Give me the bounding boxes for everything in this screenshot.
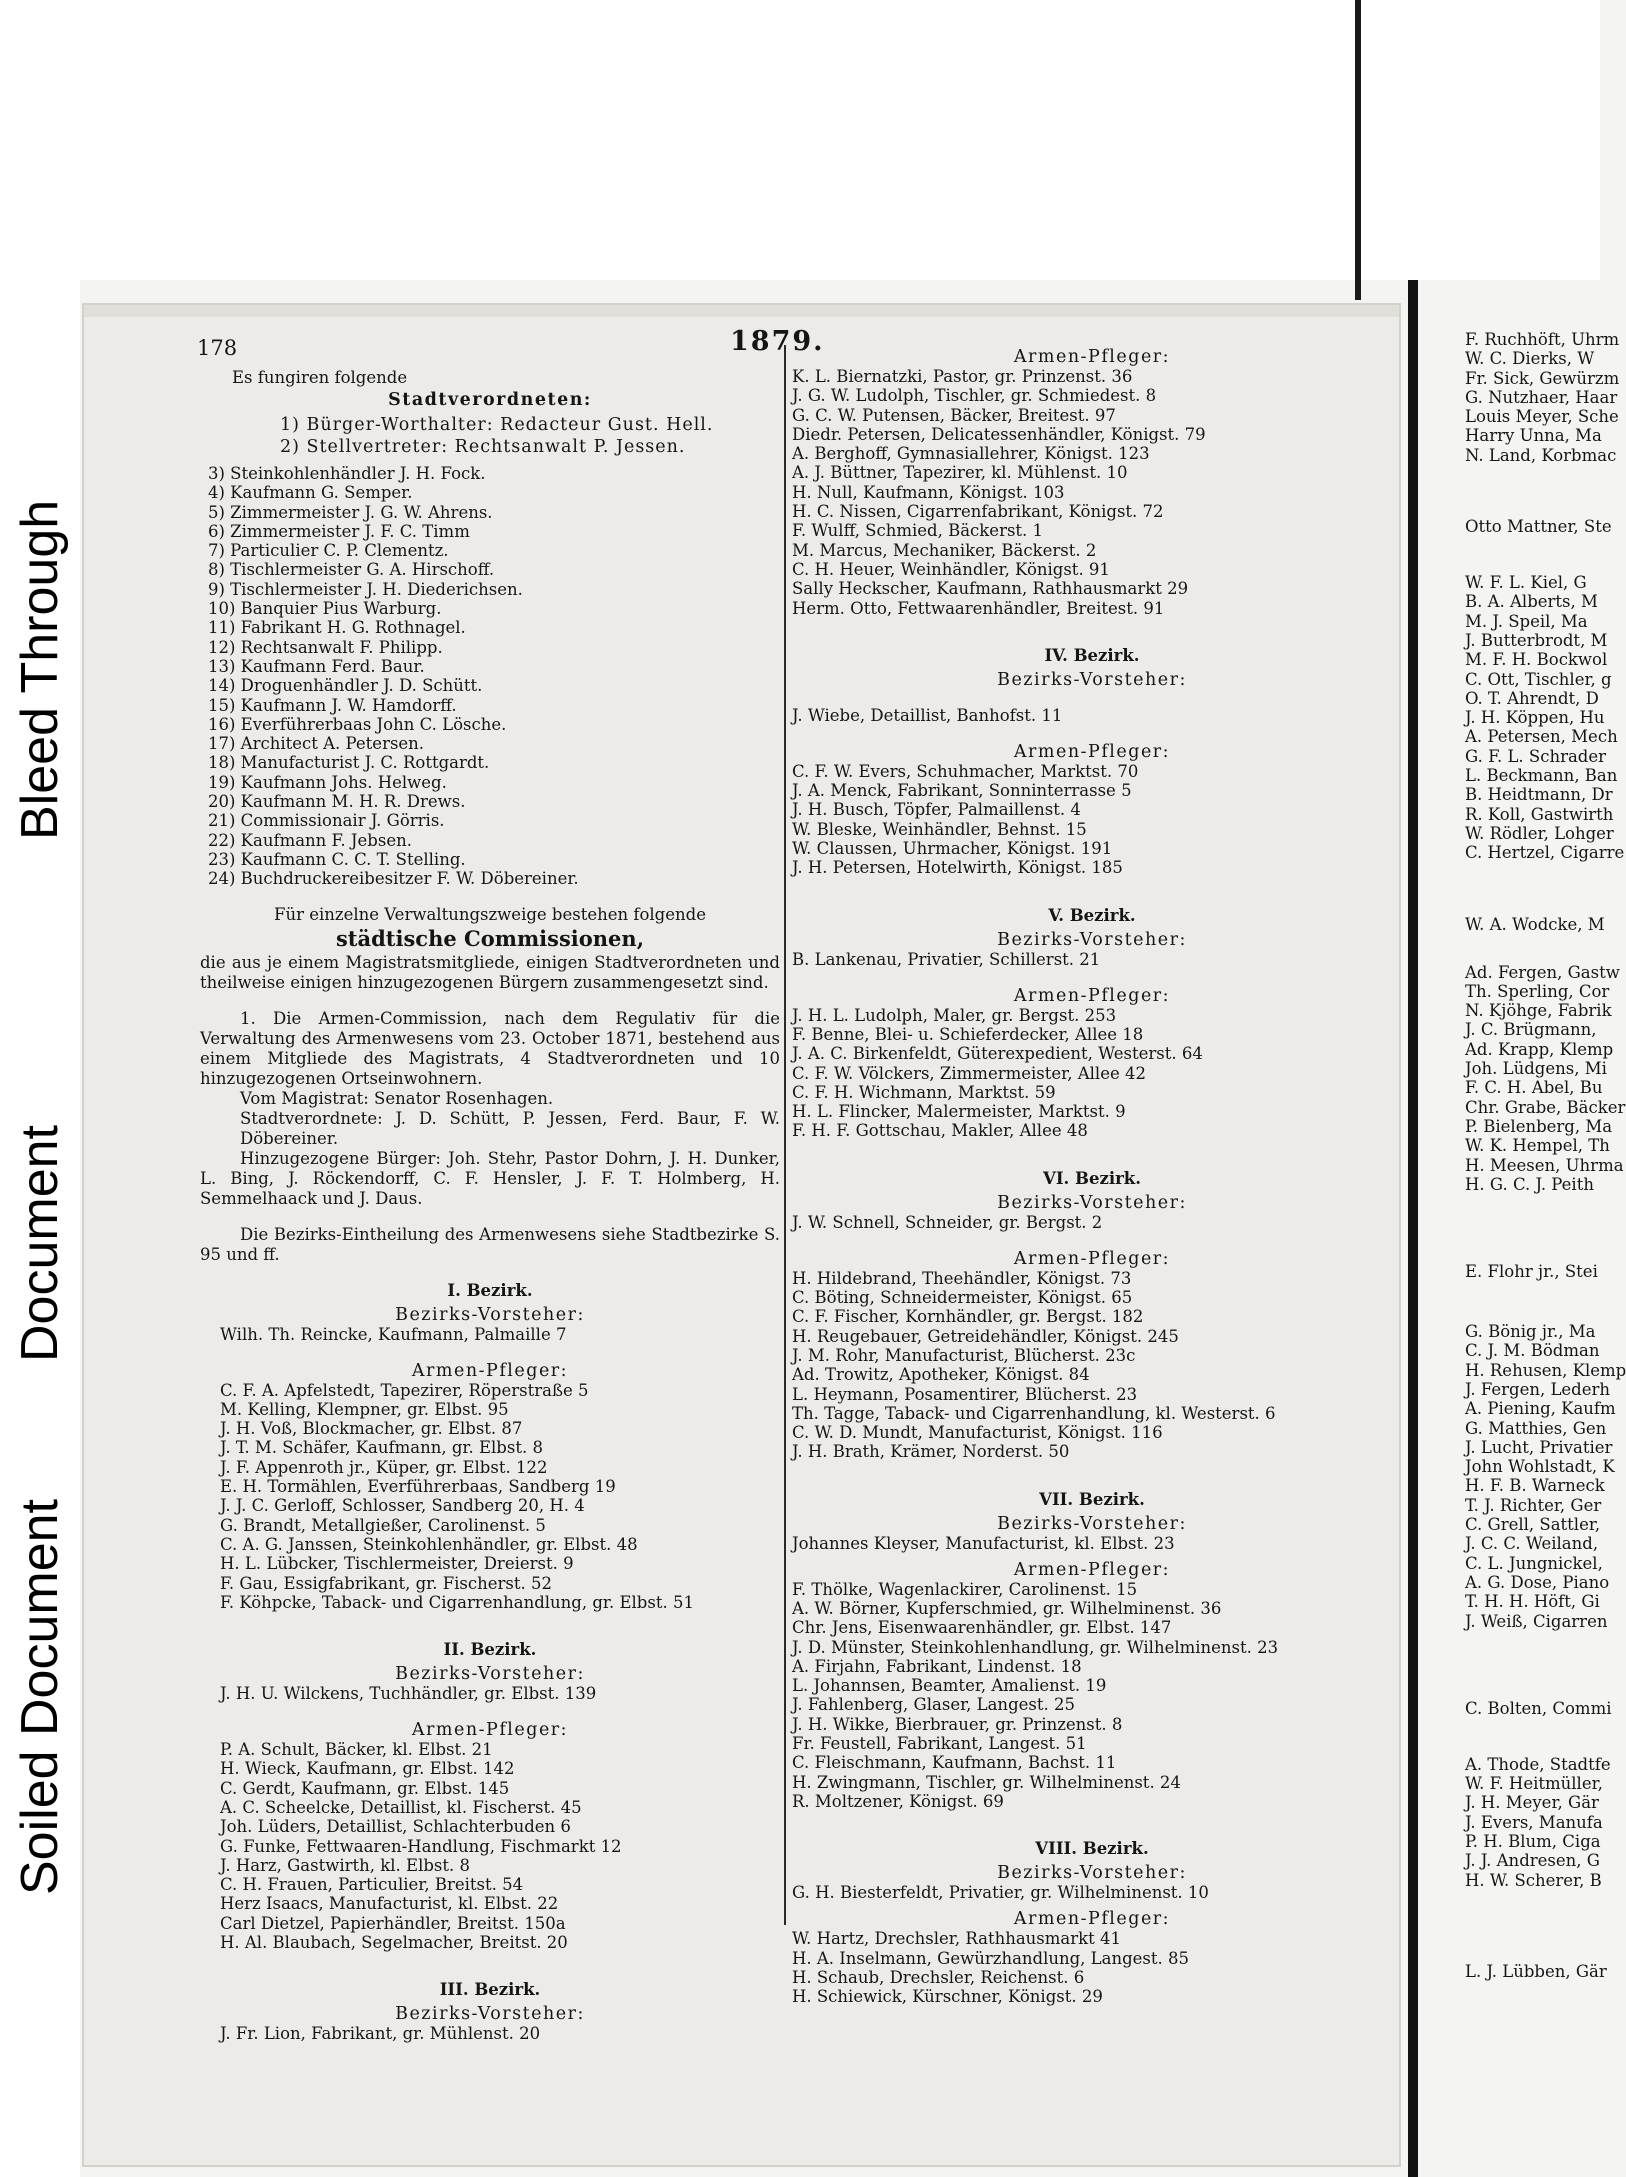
right-entry: Chr. Grabe, Bäcker bbox=[1465, 1097, 1626, 1117]
pfleger-entry: H. L. Lübcker, Tischlermeister, Dreierst. 9 bbox=[220, 1554, 574, 1574]
right-entry: J. C. Brügmann, bbox=[1465, 1020, 1597, 1040]
bezirk-5-vorsteher: B. Lankenau, Privatier, Schillerst. 21 bbox=[792, 949, 1101, 969]
pfleger-entry: A. Berghoff, Gymnasiallehrer, Königst. 123 bbox=[792, 444, 1150, 464]
scan-background-top bbox=[80, 0, 1600, 280]
member-entry: 9) Tischlermeister J. H. Diederichsen. bbox=[208, 579, 523, 599]
pfleger-entry: J. A. C. Birkenfeldt, Güterexpedient, Westerst. 64 bbox=[792, 1044, 1203, 1064]
stadtverordneten-heading: Stadtverordneten: bbox=[388, 390, 592, 410]
pfleger-entry: C. Gerdt, Kaufmann, gr. Elbst. 145 bbox=[220, 1778, 510, 1798]
right-entry: Th. Sperling, Cor bbox=[1465, 981, 1610, 1001]
right-entry: A. Thode, Stadtfe bbox=[1465, 1754, 1611, 1774]
page-gutter bbox=[1408, 280, 1418, 2177]
right-entry: H. G. C. J. Peith bbox=[1465, 1174, 1594, 1194]
right-entry: C. Bolten, Commi bbox=[1465, 1698, 1612, 1718]
right-entry: N. Land, Korbmac bbox=[1465, 445, 1617, 465]
right-entry: Otto Mattner, Ste bbox=[1465, 517, 1612, 537]
member-entry: 23) Kaufmann C. C. T. Stelling. bbox=[208, 849, 466, 869]
pfleger-entry: A. J. Büttner, Tapezirer, kl. Mühlenst. 10 bbox=[792, 463, 1128, 483]
right-entry: Harry Unna, Ma bbox=[1465, 426, 1602, 446]
bleed-through-label: Bleed Through bbox=[11, 499, 69, 840]
right-entry: G. Bönig jr., Ma bbox=[1465, 1322, 1596, 1342]
pfleger-entry: J. H. Petersen, Hotelwirth, Königst. 185 bbox=[792, 858, 1123, 878]
member-entry: 5) Zimmermeister J. G. W. Ahrens. bbox=[208, 502, 493, 522]
bezirk-2-vorsteher: J. H. U. Wilckens, Tuchhändler, gr. Elbst. 139 bbox=[220, 1684, 597, 1704]
bezirks-eintheilung-text: Die Bezirks-Eintheilung des Armenwesens siehe Stadtbezirke S. 95 und ff. bbox=[200, 1224, 780, 1264]
right-entry: O. T. Ahrendt, D bbox=[1465, 688, 1599, 708]
pfleger-entry: J. H. L. Ludolph, Maler, gr. Bergst. 253 bbox=[792, 1005, 1117, 1025]
right-entry: A. G. Dose, Piano bbox=[1465, 1572, 1610, 1592]
member-entry: 6) Zimmermeister J. F. C. Timm bbox=[208, 521, 470, 541]
right-entry: G. F. L. Schrader bbox=[1465, 746, 1607, 766]
pfleger-entry: M. Kelling, Klempner, gr. Elbst. 95 bbox=[220, 1399, 509, 1419]
bezirk-8-vorsteher-label: Bezirks-Vorsteher: bbox=[997, 1863, 1187, 1884]
left-column bbox=[200, 368, 780, 2044]
right-entry: R. Koll, Gastwirth bbox=[1465, 804, 1614, 824]
right-entry: C. L. Jungnickel, bbox=[1465, 1553, 1603, 1573]
verwaltung-text: Für einzelne Verwaltungszweige bestehen folgende bbox=[274, 904, 706, 924]
pfleger-entry: C. Böting, Schneidermeister, Königst. 65 bbox=[792, 1288, 1133, 1308]
bezirk-3-vorsteher: J. Fr. Lion, Fabrikant, gr. Mühlenst. 20 bbox=[220, 2024, 541, 2044]
right-entry: G. Matthies, Gen bbox=[1465, 1418, 1607, 1438]
pfleger-entry: C. Fleischmann, Kaufmann, Bachst. 11 bbox=[792, 1753, 1117, 1773]
pfleger-entry: C. F. H. Wichmann, Marktst. 59 bbox=[792, 1082, 1056, 1102]
pfleger-entry: H. Schiewick, Kürschner, Königst. 29 bbox=[792, 1987, 1103, 2007]
right-entry: C. Hertzel, Cigarre bbox=[1465, 843, 1625, 863]
member-entry: 13) Kaufmann Ferd. Baur. bbox=[208, 656, 425, 676]
officers-list bbox=[280, 414, 780, 458]
bezirk-4-vorsteher-label: Bezirks-Vorsteher: bbox=[997, 669, 1187, 690]
bezirk-3-title: III. Bezirk. bbox=[439, 1980, 541, 2000]
bezirk-1-pfleger-label: Armen-Pfleger: bbox=[411, 1360, 569, 1381]
right-entry: J. H. Köppen, Hu bbox=[1465, 708, 1605, 728]
right-entry: J. H. Meyer, Gär bbox=[1465, 1793, 1599, 1813]
pfleger-entry: Joh. Lüders, Detaillist, Schlachterbuden 6 bbox=[220, 1817, 571, 1837]
pfleger-entry: C. W. D. Mundt, Manufacturist, Königst. 116 bbox=[792, 1423, 1163, 1443]
member-entry: 8) Tischlermeister G. A. Hirschoff. bbox=[208, 560, 495, 580]
page-number: 178 bbox=[197, 336, 238, 360]
right-entry: J. Butterbrodt, M bbox=[1465, 630, 1608, 650]
right-group bbox=[1465, 1754, 1611, 1890]
bezirk-8-vorsteher: G. H. Biesterfeldt, Privatier, gr. Wilhelminenst. 10 bbox=[792, 1883, 1209, 1903]
document-label: Document bbox=[11, 1125, 69, 1362]
vom-magistrat: Vom Magistrat: Senator Rosenhagen. bbox=[240, 1088, 554, 1108]
right-entry: C. Ott, Tischler, g bbox=[1465, 669, 1612, 689]
pfleger-entry: J. D. Münster, Steinkohlenhandlung, gr. Wilhelminenst. 23 bbox=[792, 1637, 1279, 1657]
member-entry: 18) Manufacturist J. C. Rottgardt. bbox=[208, 753, 490, 773]
pfleger-entry: J. M. Rohr, Manufacturist, Blücherst. 23c bbox=[792, 1345, 1136, 1365]
pfleger-entry: W. Bleske, Weinhändler, Behnst. 15 bbox=[792, 819, 1087, 839]
right-entry: P. Bielenberg, Ma bbox=[1465, 1116, 1613, 1136]
pfleger-entry: Herm. Otto, Fettwaarenhändler, Breitest. 91 bbox=[792, 598, 1165, 618]
right-entry: M. F. H. Bockwol bbox=[1465, 650, 1608, 670]
bezirk-7-title: VII. Bezirk. bbox=[1039, 1489, 1145, 1509]
page-year: 1879. bbox=[730, 326, 825, 357]
pfleger-entry: A. W. Börner, Kupferschmied, gr. Wilhelminenst. 36 bbox=[792, 1598, 1222, 1618]
right-entry: J. Fergen, Lederh bbox=[1465, 1379, 1611, 1399]
bezirk-4-pfleger-list bbox=[792, 762, 1392, 878]
pfleger-entry: H. C. Nissen, Cigarrenfabrikant, Königst. 72 bbox=[792, 502, 1164, 522]
bezirk-3-pfleger-list bbox=[792, 367, 1392, 618]
right-entry: A. Piening, Kaufm bbox=[1465, 1399, 1616, 1419]
stadtverordnete-text: Stadtverordnete: J. D. Schütt, P. Jessen, Ferd. Baur, F. W. Döbereiner. bbox=[240, 1108, 780, 1148]
bezirk-5-title: V. Bezirk. bbox=[1048, 905, 1136, 925]
pfleger-entry: W. Claussen, Uhrmacher, Königst. 191 bbox=[792, 839, 1113, 859]
pfleger-entry: J. J. C. Gerloff, Schlosser, Sandberg 20, H. 4 bbox=[220, 1496, 585, 1516]
pfleger-entry: H. Schaub, Drechsler, Reichenst. 6 bbox=[792, 1967, 1085, 1987]
pfleger-entry: J. T. M. Schäfer, Kaufmann, gr. Elbst. 8 bbox=[220, 1438, 543, 1458]
right-entry: H. Rehusen, Klemp bbox=[1465, 1360, 1626, 1380]
armen-commission-text: 1. Die Armen-Commission, nach dem Regulativ für die Verwaltung des Armenwesens vom 23. October 1871, bestehend aus einem Mitgliede des Magistrats, 4 Stadtverordneten und 10 hinzugezogenen Ortseinwohnern. bbox=[200, 1008, 780, 1088]
pfleger-entry: L. Heymann, Posamentirer, Blücherst. 23 bbox=[792, 1384, 1138, 1404]
pfleger-entry: M. Marcus, Mechaniker, Bäckerst. 2 bbox=[792, 540, 1097, 560]
pfleger-entry: W. Hartz, Drechsler, Rathhausmarkt 41 bbox=[792, 1929, 1122, 1949]
right-entry: B. A. Alberts, M bbox=[1465, 592, 1598, 612]
pfleger-entry: F. Köhpcke, Taback- und Cigarrenhandlung, gr. Elbst. 51 bbox=[220, 1592, 694, 1612]
right-entry: W. K. Hempel, Th bbox=[1465, 1136, 1610, 1156]
bezirk-4-pfleger-label: Armen-Pfleger: bbox=[1013, 741, 1171, 762]
pfleger-entry: H. L. Flincker, Malermeister, Marktst. 9 bbox=[792, 1102, 1126, 1122]
pfleger-entry: F. H. F. Gottschau, Makler, Allee 48 bbox=[792, 1121, 1088, 1141]
pfleger-entry: C. F. A. Apfelstedt, Tapezirer, Röperstraße 5 bbox=[220, 1380, 589, 1400]
right-group bbox=[1465, 330, 1620, 465]
pfleger-entry: H. A. Inselmann, Gewürzhandlung, Langest. 85 bbox=[792, 1948, 1190, 1968]
bezirk-7-pfleger-label: Armen-Pfleger: bbox=[1013, 1559, 1171, 1580]
soiled-document-label: Soiled Document bbox=[11, 1499, 69, 1895]
right-entry: T. J. Richter, Ger bbox=[1465, 1495, 1602, 1515]
right-entry: P. H. Blum, Ciga bbox=[1465, 1832, 1601, 1852]
members-list bbox=[208, 464, 780, 889]
commissionen-heading: städtische Commissionen, bbox=[335, 925, 645, 951]
pfleger-entry: Fr. Feustell, Fabrikant, Langest. 51 bbox=[792, 1734, 1087, 1754]
right-entry: N. Kjöhge, Fabrik bbox=[1465, 1001, 1612, 1021]
member-entry: 17) Architect A. Petersen. bbox=[208, 734, 425, 754]
bezirk-1-pfleger-list bbox=[220, 1381, 780, 1613]
bezirk-5-pfleger-list bbox=[792, 1006, 1392, 1141]
bezirk-2-title: II. Bezirk. bbox=[443, 1640, 537, 1660]
pfleger-entry: Herz Isaacs, Manufacturist, kl. Elbst. 22 bbox=[220, 1894, 559, 1914]
pfleger-entry: J. Fahlenberg, Glaser, Langest. 25 bbox=[792, 1695, 1075, 1715]
pfleger-entry: L. Johannsen, Beamter, Amalienst. 19 bbox=[792, 1676, 1107, 1696]
bezirk-1-vorsteher-label: Bezirks-Vorsteher: bbox=[395, 1304, 585, 1325]
right-entry: H. Meesen, Uhrma bbox=[1465, 1155, 1624, 1175]
pfleger-entry: F. Thölke, Wagenlackirer, Carolinenst. 15 bbox=[792, 1579, 1138, 1599]
hinzugezogene-text: Hinzugezogene Bürger: Joh. Stehr, Pastor Dohrn, J. H. Dunker, L. Bing, J. Röckendorff, C. F. Hensler, J. F. T. Holmberg, H. Semmelhaack und J. Daus. bbox=[200, 1148, 780, 1208]
right-entry: E. Flohr jr., Stei bbox=[1465, 1262, 1598, 1282]
pfleger-entry: G. Funke, Fettwaaren-Handlung, Fischmarkt 12 bbox=[220, 1836, 622, 1856]
bezirk-4-vorsteher: J. Wiebe, Detaillist, Banhofst. 11 bbox=[792, 705, 1063, 725]
bezirk-3-pfleger-label: Armen-Pfleger: bbox=[1013, 347, 1171, 367]
right-entry: H. F. B. Warneck bbox=[1465, 1476, 1605, 1496]
member-entry: 7) Particulier C. P. Clementz. bbox=[208, 541, 449, 561]
pfleger-entry: H. Hildebrand, Theehändler, Königst. 73 bbox=[792, 1268, 1132, 1288]
pfleger-entry: A. C. Scheelcke, Detaillist, kl. Fischerst. 45 bbox=[220, 1797, 582, 1817]
bezirk-1-title: I. Bezirk. bbox=[447, 1280, 533, 1300]
pfleger-entry: H. Zwingmann, Tischler, gr. Wilhelminenst. 24 bbox=[792, 1772, 1181, 1792]
bezirk-2-vorsteher-label: Bezirks-Vorsteher: bbox=[395, 1664, 585, 1685]
right-entry: J. J. Andresen, G bbox=[1465, 1851, 1600, 1871]
member-entry: 24) Buchdruckereibesitzer F. W. Döbereiner. bbox=[208, 869, 579, 889]
member-entry: 12) Rechtsanwalt F. Philipp. bbox=[208, 637, 443, 657]
pfleger-entry: J. H. Wikke, Bierbrauer, gr. Prinzenst. 8 bbox=[792, 1714, 1123, 1734]
right-entry: L. J. Lübben, Gär bbox=[1465, 1961, 1607, 1981]
right-entry: W. A. Wodcke, M bbox=[1465, 914, 1605, 934]
right-entry: W. F. Heitmüller, bbox=[1465, 1774, 1603, 1794]
right-entry: J. Evers, Manufa bbox=[1465, 1812, 1603, 1832]
right-entry: B. Heidtmann, Dr bbox=[1465, 785, 1613, 805]
right-entry: Ad. Krapp, Klemp bbox=[1465, 1039, 1614, 1059]
bezirk-2-pfleger-list bbox=[220, 1740, 780, 1952]
right-entry: T. H. H. Höft, Gi bbox=[1465, 1592, 1600, 1612]
right-entry: Ad. Fergen, Gastw bbox=[1465, 962, 1620, 982]
pfleger-entry: R. Moltzener, Königst. 69 bbox=[792, 1791, 1004, 1811]
intro-text: Es fungiren folgende bbox=[232, 368, 408, 387]
right-group bbox=[1465, 573, 1625, 863]
pfleger-entry: C. H. Frauen, Particulier, Breitst. 54 bbox=[220, 1875, 524, 1895]
right-group bbox=[1465, 962, 1626, 1195]
pfleger-entry: A. Firjahn, Fabrikant, Lindenst. 18 bbox=[792, 1656, 1082, 1676]
member-entry: 21) Commissionair J. Görris. bbox=[208, 811, 445, 831]
pfleger-entry: E. H. Tormählen, Everführerbaas, Sandberg 19 bbox=[220, 1477, 616, 1497]
member-entry: 10) Banquier Pius Warburg. bbox=[208, 599, 442, 619]
officer-entry: 2) Stellvertreter: Rechtsanwalt P. Jessen. bbox=[280, 437, 686, 457]
bezirk-8-pfleger-list bbox=[792, 1929, 1392, 2006]
right-entry: G. Nutzhaer, Haar bbox=[1465, 387, 1618, 407]
pfleger-entry: J. A. Menck, Fabrikant, Sonninterrasse 5 bbox=[792, 781, 1132, 801]
pfleger-entry: H. Null, Kaufmann, Königst. 103 bbox=[792, 482, 1065, 502]
pfleger-entry: Ad. Trowitz, Apotheker, Königst. 84 bbox=[792, 1365, 1090, 1385]
pfleger-entry: F. Benne, Blei- u. Schieferdecker, Allee 18 bbox=[792, 1024, 1144, 1044]
right-entry: Joh. Lüdgens, Mi bbox=[1465, 1059, 1607, 1079]
pfleger-entry: J. H. Brath, Krämer, Norderst. 50 bbox=[792, 1442, 1070, 1462]
middle-column bbox=[792, 347, 1392, 2006]
bezirk-7-pfleger-list bbox=[792, 1580, 1392, 1812]
right-entry: F. C. H. Abel, Bu bbox=[1465, 1078, 1603, 1098]
member-entry: 19) Kaufmann Johs. Helweg. bbox=[208, 772, 447, 792]
pfleger-entry: H. Al. Blaubach, Segelmacher, Breitst. 20 bbox=[220, 1933, 568, 1953]
pfleger-entry: Th. Tagge, Taback- und Cigarrenhandlung, kl. Westerst. 6 bbox=[792, 1403, 1276, 1423]
pfleger-entry: J. F. Appenroth jr., Küper, gr. Elbst. 122 bbox=[220, 1457, 548, 1477]
pfleger-entry: P. A. Schult, Bäcker, kl. Elbst. 21 bbox=[220, 1740, 493, 1760]
right-group bbox=[1465, 1322, 1626, 1631]
right-entry: Fr. Sick, Gewürzm bbox=[1465, 368, 1620, 388]
column-divider bbox=[784, 345, 786, 1925]
pfleger-entry: J. H. Busch, Töpfer, Palmaillenst. 4 bbox=[792, 800, 1081, 820]
right-entry: C. J. M. Bödman bbox=[1465, 1341, 1600, 1361]
bezirk-7-vorsteher: Johannes Kleyser, Manufacturist, kl. Elbst. 23 bbox=[792, 1533, 1175, 1553]
right-entry: Louis Meyer, Sche bbox=[1465, 407, 1619, 427]
pfleger-entry: C. F. W. Evers, Schuhmacher, Marktst. 70 bbox=[792, 761, 1139, 781]
member-entry: 4) Kaufmann G. Semper. bbox=[208, 483, 413, 503]
pfleger-entry: F. Wulff, Schmied, Bäckerst. 1 bbox=[792, 521, 1044, 541]
pfleger-entry: J. Harz, Gastwirth, kl. Elbst. 8 bbox=[220, 1855, 471, 1875]
officer-entry: 1) Bürger-Worthalter: Redacteur Gust. Hell. bbox=[280, 415, 714, 435]
bezirk-6-pfleger-label: Armen-Pfleger: bbox=[1013, 1248, 1171, 1269]
pfleger-entry: C. F. Fischer, Kornhändler, gr. Bergst. 182 bbox=[792, 1307, 1144, 1327]
bezirk-4-title: IV. Bezirk. bbox=[1044, 645, 1140, 665]
pfleger-entry: J. H. Voß, Blockmacher, gr. Elbst. 87 bbox=[220, 1419, 523, 1439]
right-entry: F. Ruchhöft, Uhrm bbox=[1465, 330, 1620, 349]
bezirk-1-vorsteher: Wilh. Th. Reincke, Kaufmann, Palmaille 7 bbox=[220, 1324, 567, 1344]
right-entry: M. J. Speil, Ma bbox=[1465, 611, 1588, 631]
bezirk-8-title: VIII. Bezirk. bbox=[1035, 1839, 1149, 1859]
pfleger-entry: G. Brandt, Metallgießer, Carolinenst. 5 bbox=[220, 1515, 546, 1535]
side-label-strip bbox=[0, 0, 80, 2177]
right-entry: A. Petersen, Mech bbox=[1465, 727, 1618, 747]
pfleger-entry: C. H. Heuer, Weinhändler, Königst. 91 bbox=[792, 559, 1110, 579]
right-entry: C. Grell, Sattler, bbox=[1465, 1515, 1601, 1535]
right-entry: John Wohlstadt, K bbox=[1465, 1457, 1615, 1477]
right-entry: W. F. L. Kiel, G bbox=[1465, 573, 1587, 593]
scan-spine-shadow bbox=[1355, 0, 1361, 300]
bezirk-6-pfleger-list bbox=[792, 1269, 1392, 1462]
bezirk-2-pfleger-label: Armen-Pfleger: bbox=[411, 1720, 569, 1741]
right-entry: W. Rödler, Lohger bbox=[1465, 823, 1614, 843]
bezirk-6-title: VI. Bezirk. bbox=[1043, 1168, 1141, 1188]
right-entry: J. Weiß, Cigarren bbox=[1465, 1611, 1608, 1631]
right-entry: J. Lucht, Privatier bbox=[1465, 1437, 1613, 1457]
member-entry: 11) Fabrikant H. G. Rothnagel. bbox=[208, 618, 466, 638]
pfleger-entry: G. C. W. Putensen, Bäcker, Breitest. 97 bbox=[792, 405, 1116, 425]
right-entry: J. C. C. Weiland, bbox=[1465, 1534, 1599, 1554]
right-entry: W. C. Dierks, W bbox=[1465, 349, 1595, 369]
right-entry: H. W. Scherer, B bbox=[1465, 1870, 1602, 1890]
pfleger-entry: Carl Dietzel, Papierhändler, Breitst. 150a bbox=[220, 1913, 566, 1933]
pfleger-entry: J. G. W. Ludolph, Tischler, gr. Schmiedest. 8 bbox=[792, 386, 1157, 406]
bezirk-7-vorsteher-label: Bezirks-Vorsteher: bbox=[997, 1513, 1187, 1534]
bezirk-5-pfleger-label: Armen-Pfleger: bbox=[1013, 985, 1171, 1006]
pfleger-entry: K. L. Biernatzki, Pastor, gr. Prinzenst. 36 bbox=[792, 367, 1133, 386]
pfleger-entry: H. Wieck, Kaufmann, gr. Elbst. 142 bbox=[220, 1759, 515, 1779]
member-entry: 16) Everführerbaas John C. Lösche. bbox=[208, 714, 507, 734]
bezirk-8-pfleger-label: Armen-Pfleger: bbox=[1013, 1909, 1171, 1930]
right-column-cropped bbox=[1465, 330, 1626, 1982]
pfleger-entry: F. Gau, Essigfabrikant, gr. Fischerst. 52 bbox=[220, 1573, 552, 1593]
page-edge bbox=[84, 305, 1399, 317]
pfleger-entry: H. Reugebauer, Getreidehändler, Königst. 245 bbox=[792, 1326, 1179, 1346]
pfleger-entry: Chr. Jens, Eisenwaarenhändler, gr. Elbst. 147 bbox=[792, 1618, 1172, 1638]
bezirk-3-vorsteher-label: Bezirks-Vorsteher: bbox=[395, 2004, 585, 2025]
pfleger-entry: Diedr. Petersen, Delicatessenhändler, Königst. 79 bbox=[792, 424, 1206, 444]
member-entry: 20) Kaufmann M. H. R. Drews. bbox=[208, 792, 466, 812]
commissionen-description: die aus je einem Magistratsmitgliede, einigen Stadtverordneten und theilweise einigen hinzugezogenen Bürgern zusammengesetzt sind. bbox=[200, 952, 780, 992]
bezirk-6-vorsteher: J. W. Schnell, Schneider, gr. Bergst. 2 bbox=[792, 1212, 1103, 1232]
pfleger-entry: C. A. G. Janssen, Steinkohlenhändler, gr. Elbst. 48 bbox=[220, 1534, 638, 1554]
member-entry: 3) Steinkohlenhändler J. H. Fock. bbox=[208, 464, 486, 483]
member-entry: 22) Kaufmann F. Jebsen. bbox=[208, 830, 412, 850]
pfleger-entry: C. F. W. Völckers, Zimmermeister, Allee 42 bbox=[792, 1063, 1146, 1083]
pfleger-entry: Sally Heckscher, Kaufmann, Rathhausmarkt 29 bbox=[792, 579, 1189, 599]
bezirk-5-vorsteher-label: Bezirks-Vorsteher: bbox=[997, 929, 1187, 950]
member-entry: 14) Droguenhändler J. D. Schütt. bbox=[208, 676, 483, 696]
member-entry: 15) Kaufmann J. W. Hamdorff. bbox=[208, 695, 457, 715]
bezirk-6-vorsteher-label: Bezirks-Vorsteher: bbox=[997, 1192, 1187, 1213]
right-entry: L. Beckmann, Ban bbox=[1465, 766, 1618, 786]
